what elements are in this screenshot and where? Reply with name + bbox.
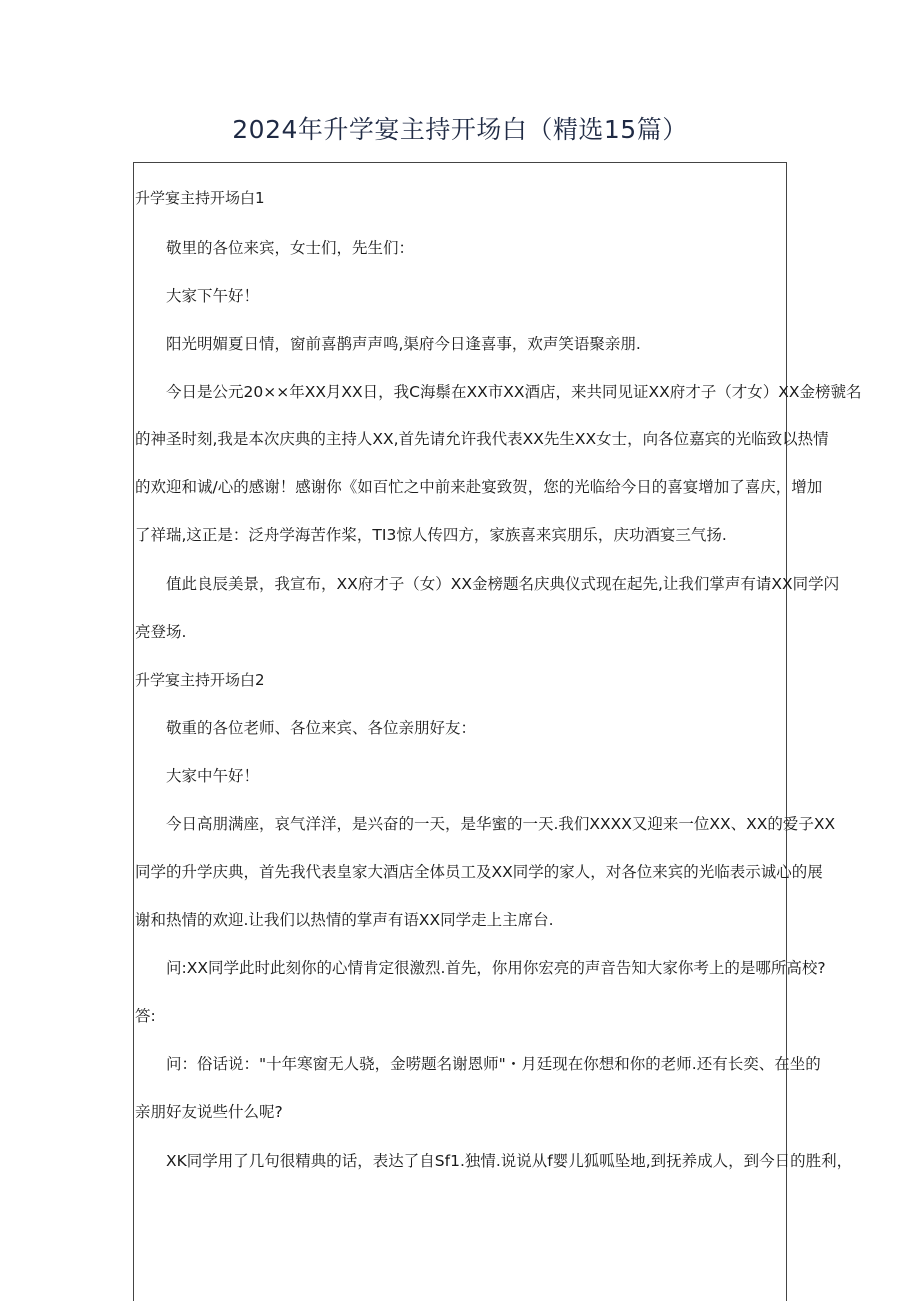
paragraph-line: 值此良辰美景，我宣布，XX府才子（女）XX金榜题名庆典仪式现在起先,让我们掌声有请XX同学闪 — [166, 575, 840, 593]
section-heading: 升学宴主持开场白1 — [135, 189, 265, 207]
paragraph-line: 的欢迎和诚/心的感谢！感谢你《如百忙之中前来赴宴致贺，您的光临给今日的喜宴增加了喜庆，增加 — [135, 478, 823, 496]
paragraph-line: 亲朋好友说些什么呢? — [135, 1103, 283, 1121]
paragraph-line: 大家下午好！ — [166, 287, 260, 305]
paragraph-line: 同学的升学庆典，首先我代表皇家大酒店全体员工及XX同学的家人，对各位来宾的光临表示诚心的展 — [135, 863, 823, 881]
paragraph-line: 今日高朋满座，哀气洋洋，是兴奋的一天，是华蜜的一天.我们XXXX又迎来一位XX、XX的爱子XX — [166, 815, 836, 833]
document-title: 2024年升学宴主持开场白（精选15篇） — [232, 115, 688, 144]
paragraph-line: 敬里的各位来宾，女士们，先生们： — [166, 239, 415, 257]
paragraph-line: 大家中午好！ — [166, 767, 260, 785]
section-heading: 升学宴主持开场白2 — [135, 671, 265, 689]
paragraph-line: 敬重的各位老师、各位来宾、各位亲朋好友： — [166, 719, 477, 737]
paragraph-line: 答: — [135, 1007, 156, 1025]
paragraph-line: 谢和热情的欢迎.让我们以热情的掌声有语XX同学走上主席台. — [135, 911, 554, 929]
paragraph-line: 问：俗话说："十年寒窗无人骁，金唠题名谢恩师"・月廷现在你想和你的老师.还有长奕、在坐的 — [166, 1055, 821, 1073]
paragraph-line: 了祥瑞,这正是：泛舟学海苦作桨，TI3惊人传四方，家族喜来宾朋乐，庆功酒宴三气扬. — [135, 526, 727, 544]
paragraph-line: 的神圣时刻,我是本次庆典的主持人XX,首先请允许我代表XX先生XX女士，向各位嘉宾的光临致以热情 — [135, 430, 829, 448]
paragraph-line: 今日是公元20××年XX月XX日，我C海鬃在XX市XX酒店，来共同见证XX府才子（才女）XX金榜虢名 — [166, 383, 862, 401]
paragraph-line: 问:XX同学此时此刻你的心情肯定很激烈.首先，你用你宏亮的声音告知大家你考上的是哪所高校? — [166, 959, 826, 977]
paragraph-line: 阳光明媚夏日情，窗前喜鹊声声鸣,渠府今日逢喜事，欢声笑语聚亲朋. — [166, 335, 641, 353]
paragraph-line: 亮登场. — [135, 623, 187, 641]
paragraph-line: XK同学用了几句很精典的话，表达了自Sf1.独情.说说从f婴儿狐呱坠地,到抚养成人，到今日的胜利， — [166, 1152, 853, 1170]
